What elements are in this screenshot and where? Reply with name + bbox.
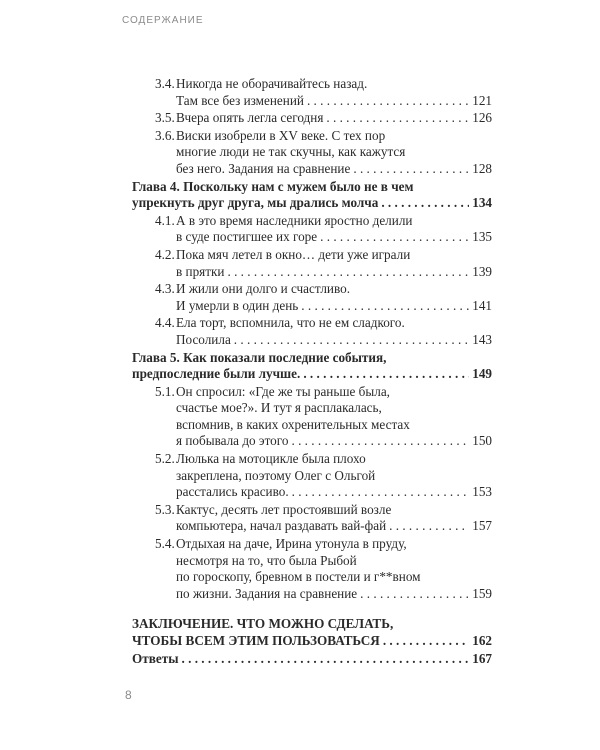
toc-entry-5-4[interactable] <box>132 536 492 602</box>
entry-title-line: в суде постигшее их горе <box>176 229 318 245</box>
page-folio: 8 <box>125 688 132 702</box>
toc-chapter-5[interactable] <box>132 350 492 383</box>
section-number: 5.3. <box>155 501 175 517</box>
entry-title-line: Вчера опять легла сегодня <box>176 110 324 126</box>
toc-entry-4-3[interactable] <box>132 281 492 314</box>
page-number: 149 <box>472 366 492 382</box>
leader-dots <box>292 484 470 501</box>
entry-title-line: вспомнив, в каких охренительных местах <box>176 416 410 432</box>
chapter-title-line: Глава 5. Как показали последние события, <box>132 349 387 365</box>
section-number: 4.3. <box>155 281 175 297</box>
leader-dots <box>182 651 470 668</box>
chapter-title-line: Глава 4. Поскольку нам с мужем было не в чем <box>132 178 414 194</box>
entry-title-line: без него. Задания на сравнение <box>176 160 351 176</box>
toc-entry-5-3[interactable] <box>132 502 492 535</box>
chapter-title-line: ЗАКЛЮЧЕНИЕ. ЧТО МОЖНО СДЕЛАТЬ, <box>132 616 394 632</box>
page-number: 167 <box>472 650 492 666</box>
section-number: 3.5. <box>155 110 175 126</box>
toc-entry-5-1[interactable] <box>132 384 492 450</box>
leader-dots <box>307 93 469 110</box>
entry-title-line: закреплена, поэтому Олег с Ольгой <box>176 467 376 483</box>
page-number: 134 <box>472 195 492 211</box>
section-number: 4.2. <box>155 246 175 262</box>
running-head: СОДЕРЖАНИЕ <box>122 15 204 26</box>
leader-dots <box>353 161 469 178</box>
entry-title-line: многие люди не так скучны, как кажутся <box>176 144 406 160</box>
entry-title-line: И умерли в один день <box>176 297 299 313</box>
entry-title-line: в прятки <box>176 263 225 279</box>
section-number: 5.4. <box>155 536 175 552</box>
page-number: 128 <box>472 160 492 176</box>
entry-title-line: И жили они долго и счастливо. <box>176 281 350 297</box>
leader-dots <box>360 586 469 603</box>
section-number: 5.1. <box>155 383 175 399</box>
toc-conclusion[interactable] <box>132 616 492 649</box>
toc-entry-4-4[interactable] <box>132 315 492 348</box>
leader-dots <box>291 433 469 450</box>
leader-dots <box>303 366 469 383</box>
page-number: 121 <box>472 92 492 108</box>
entry-title-line: я побывала до этого <box>176 433 289 449</box>
entry-title-line: по гороскопу, бревном в постели и г**вном <box>176 569 421 585</box>
entry-title-line: Ела торт, вспомнила, что не ем сладкого. <box>176 315 405 331</box>
toc-entry-3-6[interactable] <box>132 128 492 178</box>
leader-dots <box>234 332 469 349</box>
leader-dots <box>320 229 469 246</box>
entry-title-line: по жизни. Задания на сравнение <box>176 585 358 601</box>
leader-dots <box>326 110 469 127</box>
page-number: 139 <box>472 263 492 279</box>
page-number: 141 <box>472 297 492 313</box>
page-number: 150 <box>472 433 492 449</box>
toc-chapter-4[interactable] <box>132 179 492 212</box>
page-number: 135 <box>472 229 492 245</box>
entry-title-line: Там все без изменений <box>176 92 304 108</box>
leader-dots <box>381 195 469 212</box>
toc-entry-3-5[interactable] <box>132 110 492 127</box>
entry-title-line: Отдыхая на даче, Ирина утонула в пруду, <box>176 536 407 552</box>
page-number: 159 <box>472 585 492 601</box>
leader-dots <box>301 298 469 315</box>
section-number: 3.6. <box>155 127 175 143</box>
toc-answers[interactable] <box>132 651 492 668</box>
chapter-title-line: ЧТОБЫ ВСЕМ ЭТИМ ПОЛЬЗОВАТЬСЯ <box>132 633 380 648</box>
chapter-title-line: предпоследние были лучше. <box>132 366 301 382</box>
entry-title-line: Посолила <box>176 331 231 347</box>
chapter-title-line: упрекнуть друг друга, мы дрались молча <box>132 195 379 211</box>
section-number: 4.4. <box>155 315 175 331</box>
section-number: 3.4. <box>155 76 175 91</box>
section-number: 5.2. <box>155 451 175 467</box>
entry-title-line: Никогда не оборачивайтесь назад. <box>176 76 368 91</box>
entry-title-line: Он спросил: «Где же ты раньше была, <box>176 383 390 399</box>
entry-title-line: несмотря на то, что была Рыбой <box>176 552 357 568</box>
entry-title-line: счастье мое?». И тут я расплакалась, <box>176 400 382 416</box>
page-number: 153 <box>472 484 492 500</box>
section-number: 4.1. <box>155 212 175 228</box>
toc-entry-4-1[interactable] <box>132 213 492 246</box>
leader-dots <box>383 633 469 650</box>
toc-entry-3-4[interactable] <box>132 76 492 109</box>
entry-title-line: компьютера, начал раздавать вай-фай <box>176 518 387 534</box>
entry-title-line: Кактус, десять лет простоявший возле <box>176 501 392 517</box>
entry-title-line: Люлька на мотоцикле была плохо <box>176 451 366 467</box>
page-number: 126 <box>472 110 492 126</box>
page-number: 143 <box>472 331 492 347</box>
chapter-title-line: Ответы <box>132 650 179 666</box>
page-number: 157 <box>472 518 492 534</box>
toc-entry-5-2[interactable] <box>132 451 492 501</box>
toc-entry-4-2[interactable] <box>132 247 492 280</box>
leader-dots <box>389 518 469 535</box>
entry-title-line: Пока мяч летел в окно… дети уже играли <box>176 246 411 262</box>
page-number: 162 <box>472 633 492 648</box>
table-of-contents <box>132 76 492 668</box>
leader-dots <box>227 264 469 281</box>
entry-title-line: А в это время наследники яростно делили <box>176 212 413 228</box>
entry-title-line: расстались красиво. <box>176 484 289 500</box>
entry-title-line: Виски изобрели в XV веке. С тех пор <box>176 127 386 143</box>
